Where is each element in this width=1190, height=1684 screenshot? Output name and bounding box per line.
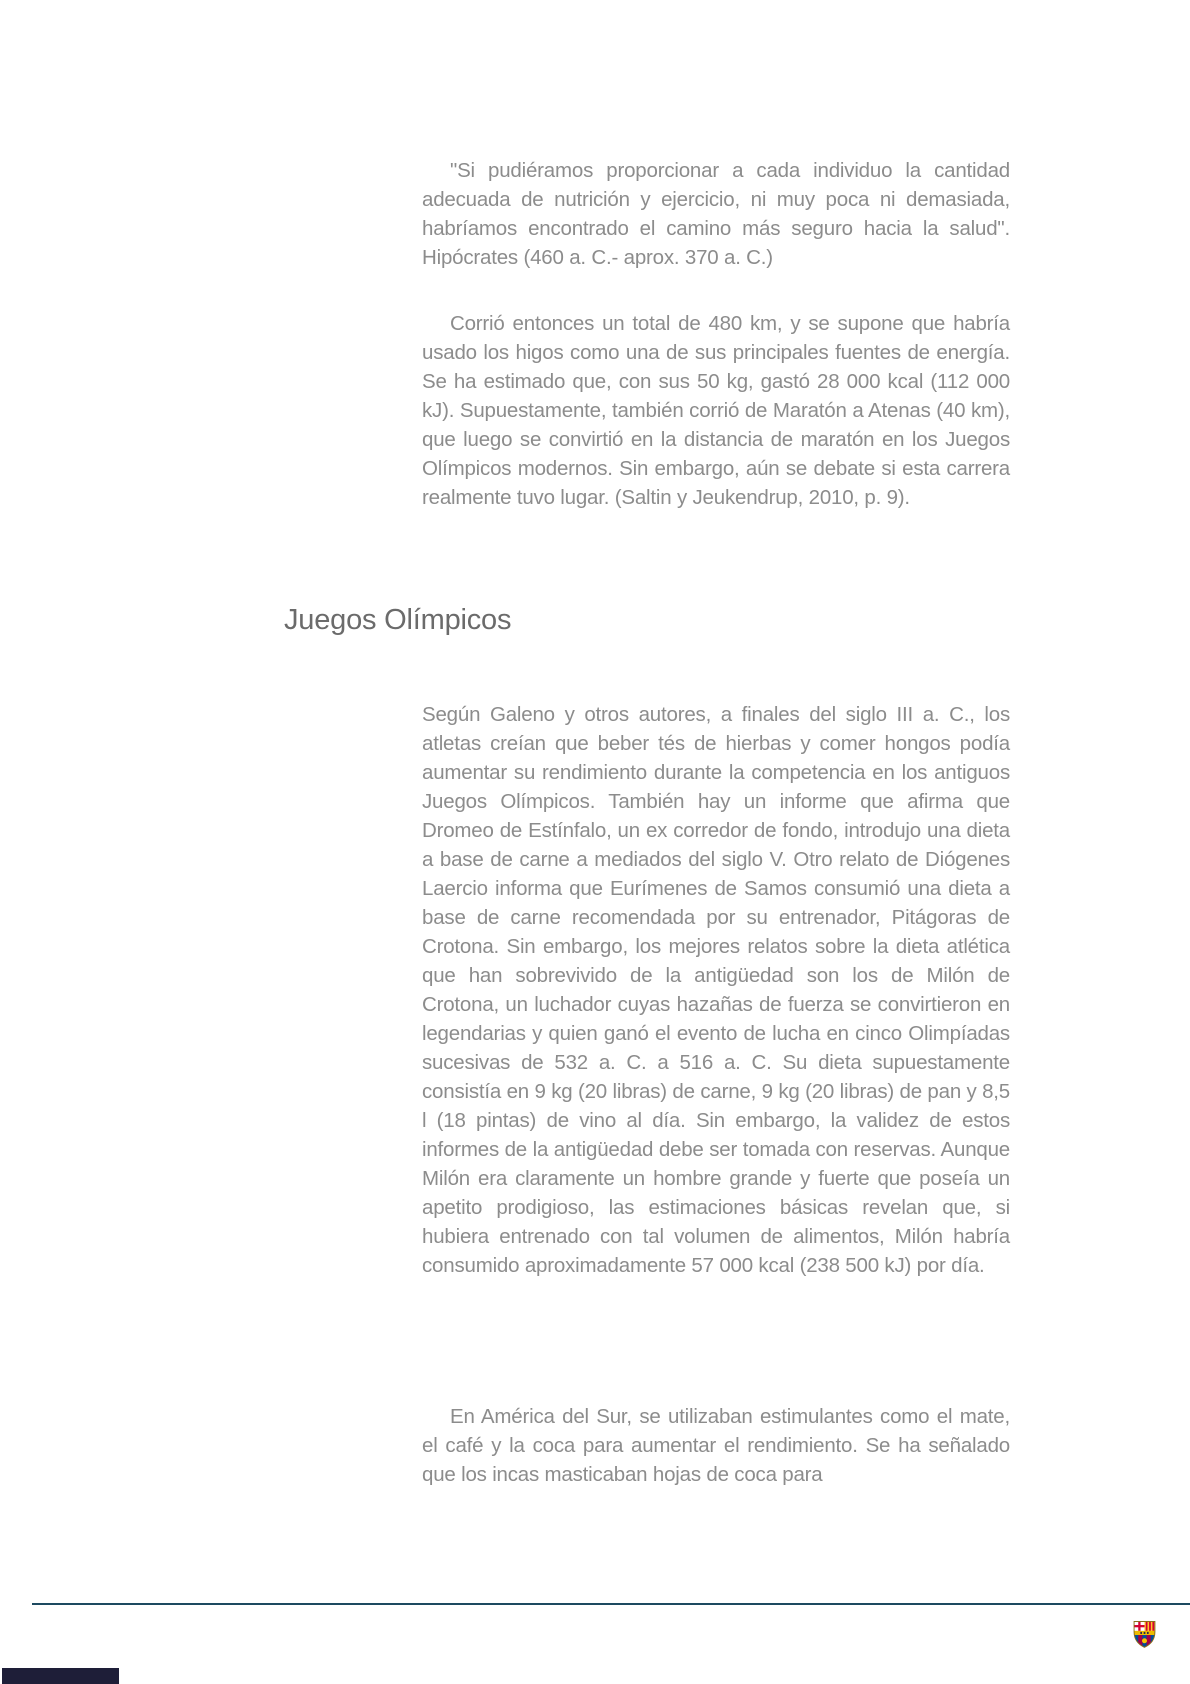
corner-block bbox=[2, 1668, 119, 1684]
south-america-paragraph: En América del Sur, se utilizaban estimulantes como el mate, el café y la coca para aumentar el rendimiento. Se ha señalado que los incas masticaban hojas de coca para bbox=[422, 1405, 1010, 1486]
olympics-paragraph: Según Galeno y otros autores, a finales del siglo III a. C., los atletas creían que beber tés de hierbas y comer hongos podía aumentar su rendimiento durante la competencia en los antiguos Juegos Olímpicos. También hay un informe que afirma que Dromeo de Estínfalo, un ex corredor de fondo, introdujo una dieta a base de carne a mediados del siglo V. Otro relato de Diógenes Laercio informa que Eurímenes de Samos consumió una dieta a base de carne recomendada por su entrenador, Pitágoras de Crotona. Sin embargo, los mejores relatos sobre la dieta atlética que han sobrevivido de la antigüedad son los de Milón de Crotona, un luchador cuyas hazañas de fuerza se convirtieron en legendarias y quien ganó el evento de lucha en cinco Olimpíadas sucesivas de 532 a. C. a 516 a. C. Su dieta supuestamente consistía en 9 kg (20 libras) de carne, 9 kg (20 libras) de pan y 8,5 l (18 pintas) de vino al día. Sin embargo, la validez de estos informes de la antigüedad debe ser tomada con reservas. Aunque Milón era claramente un hombre grande y fuerte que poseía un apetito prodigioso, las estimaciones básicas revelan que, si hubiera entrenado con tal volumen de alimentos, Milón habría consumido aproximadamente 57 000 kcal (238 500 kJ) por día. bbox=[422, 703, 1010, 1277]
quote-paragraph: "Si pudiéramos proporcionar a cada individuo la cantidad adecuada de nutrición y ejercicio, ni muy poca ni demasiada, habríamos encontrado el camino más seguro hacia la salud". Hipócrates (460 a. C.- aprox. 370 a. C.) bbox=[422, 159, 1010, 269]
footer-divider bbox=[32, 1603, 1190, 1605]
fc-barcelona-crest-icon bbox=[1132, 1620, 1157, 1649]
marathon-paragraph: Corrió entonces un total de 480 km, y se supone que habría usado los higos como una de sus principales fuentes de energía. Se ha estimado que, con sus 50 kg, gastó 28 000 kcal (112 000 kJ). Supuestamente, también corrió de Maratón a Atenas (40 km), que luego se convirtió en la distancia de maratón en los Juegos Olímpicos modernos. Sin embargo, aún se debate si esta carrera realmente tuvo lugar. (Saltin y Jeukendrup, 2010, p. 9). bbox=[422, 312, 1010, 509]
section-heading: Juegos Olímpicos bbox=[284, 604, 512, 636]
